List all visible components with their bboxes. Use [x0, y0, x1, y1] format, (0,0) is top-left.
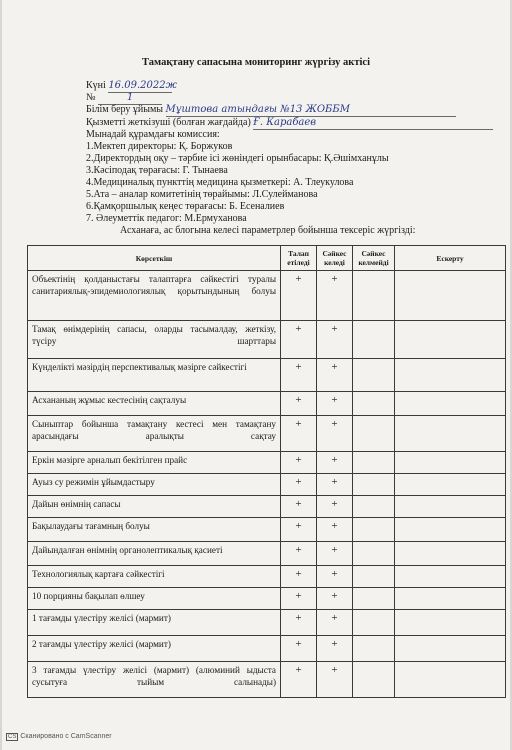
row-matches: + — [317, 474, 353, 496]
member-5: 5.Ата – аналар комитетінің төрайымы: Л.Сулейманова — [86, 189, 318, 200]
row-note — [395, 566, 506, 588]
member-7: 7. Әлеуметтік педагог: М.Ермуханова — [86, 213, 247, 224]
table-row — [28, 662, 506, 698]
row-required: + — [281, 474, 317, 496]
table-row — [28, 636, 506, 662]
table-row — [28, 271, 506, 321]
row-note — [395, 416, 506, 452]
date-label: Күні — [86, 80, 106, 91]
row-indicator: 1 тағамды үлестіру желісі (мармит) — [28, 610, 281, 636]
row-indicator: Ауыз су режимін ұйымдастыру — [28, 474, 281, 496]
row-indicator: 10 порцияны бақылап өлшеу — [28, 588, 281, 610]
row-not-matches — [353, 474, 395, 496]
table-header-row — [28, 246, 506, 271]
table-row — [28, 321, 506, 359]
row-matches: + — [317, 610, 353, 636]
row-note — [395, 636, 506, 662]
row-indicator: Бақылаудағы тағамның болуы — [28, 518, 281, 542]
table-row — [28, 610, 506, 636]
table-row — [28, 359, 506, 392]
table-row — [28, 474, 506, 496]
row-matches: + — [317, 392, 353, 416]
row-matches: + — [317, 359, 353, 392]
row-indicator: Дайындалған өнімнің органолептикалық қасиеті — [28, 542, 281, 566]
row-note — [395, 610, 506, 636]
table-row — [28, 416, 506, 452]
member-6: 6.Қамқоршылық кеңес төрағасы: Б. Есеналиев — [86, 201, 285, 212]
row-required: + — [281, 416, 317, 452]
row-note — [395, 588, 506, 610]
row-matches: + — [317, 542, 353, 566]
row-required: + — [281, 392, 317, 416]
supplier-value: Ғ. Карабаев — [253, 117, 493, 130]
row-required: + — [281, 542, 317, 566]
number-value: 1 — [98, 92, 162, 105]
supplier-label: Қызметті жеткізуші (болған жағдайда) — [86, 117, 251, 128]
row-required: + — [281, 518, 317, 542]
row-not-matches — [353, 610, 395, 636]
table-row — [28, 496, 506, 518]
table-row — [28, 566, 506, 588]
table-row — [28, 542, 506, 566]
row-note — [395, 474, 506, 496]
row-matches: + — [317, 636, 353, 662]
row-note — [395, 359, 506, 392]
row-required: + — [281, 636, 317, 662]
row-not-matches — [353, 662, 395, 698]
row-not-matches — [353, 452, 395, 474]
row-indicator: Тамақ өнімдерінің сапасы, оларды тасымалдау, жеткізу, түсіру шарттары — [28, 321, 281, 359]
scanner-watermark — [6, 733, 112, 741]
row-indicator: 2 тағамды үлестіру желісі (мармит) — [28, 636, 281, 662]
row-required: + — [281, 359, 317, 392]
row-note — [395, 392, 506, 416]
row-note — [395, 496, 506, 518]
member-3: 3.Кәсіподақ төрағасы: Г. Тынаева — [86, 165, 228, 176]
table-row — [28, 392, 506, 416]
intro-text: Асханаға, ас блогына келесі параметрлер бойынша тексеріс жүргізді: — [120, 225, 416, 236]
monitoring-table — [27, 245, 506, 698]
row-required: + — [281, 588, 317, 610]
row-not-matches — [353, 359, 395, 392]
row-note — [395, 518, 506, 542]
number-label: № — [86, 92, 96, 103]
row-matches: + — [317, 452, 353, 474]
row-note — [395, 452, 506, 474]
row-required: + — [281, 496, 317, 518]
row-not-matches — [353, 636, 395, 662]
row-indicator: Технологиялық картаға сәйкестігі — [28, 566, 281, 588]
camscanner-icon: CS — [8, 734, 17, 740]
row-not-matches — [353, 321, 395, 359]
row-matches: + — [317, 416, 353, 452]
row-indicator: Сыныптар бойынша тамақтану кестесі мен тамақтану арасындағы аралықты сақтау — [28, 416, 281, 452]
row-not-matches — [353, 518, 395, 542]
header-matches: Сәйкес келеді — [317, 246, 353, 271]
row-not-matches — [353, 416, 395, 452]
row-not-matches — [353, 392, 395, 416]
org-value: Мұштова атындағы №13 ЖОББМ — [166, 104, 456, 117]
table-row — [28, 588, 506, 610]
document-page — [2, 0, 510, 750]
commission-intro: Мынадай құрамдағы комиссия: — [86, 129, 220, 140]
row-required: + — [281, 566, 317, 588]
org-label: Білім беру ұйымы — [86, 104, 163, 115]
header-not-matches: Сәйкес келмейді — [353, 246, 395, 271]
row-matches: + — [317, 566, 353, 588]
row-indicator: 3 тағамды үлестіру желісі (мармит) (алюминий ыдыста сусытуға тыйым салынады) — [28, 662, 281, 698]
row-matches: + — [317, 588, 353, 610]
table-row — [28, 518, 506, 542]
date-value: 16.09.2022ж — [108, 80, 177, 91]
row-not-matches — [353, 566, 395, 588]
row-required: + — [281, 610, 317, 636]
row-required: + — [281, 321, 317, 359]
member-4: 4.Медициналық пункттің медицина қызметкері: А. Тлеукулова — [86, 177, 354, 188]
row-note — [395, 321, 506, 359]
row-indicator: Еркін мәзірге арналып бекітілген прайс — [28, 452, 281, 474]
row-note — [395, 271, 506, 321]
row-required: + — [281, 271, 317, 321]
row-required: + — [281, 452, 317, 474]
scanner-text: Сканировано с CamScanner — [20, 733, 112, 740]
row-indicator: Дайын өнімнің сапасы — [28, 496, 281, 518]
row-required: + — [281, 662, 317, 698]
member-2: 2.Директордың оқу – тәрбие ісі жөніндегі орынбасары: Қ.Әшімханұлы — [86, 153, 389, 164]
row-indicator: Объектінің қолданыстағы талаптарға сәйкестігі туралы санитариялық-эпидемиологиялық қорытындының болуы — [28, 271, 281, 321]
table-row — [28, 452, 506, 474]
row-matches: + — [317, 321, 353, 359]
row-matches: + — [317, 662, 353, 698]
row-not-matches — [353, 271, 395, 321]
row-note — [395, 542, 506, 566]
header-note: Ескерту — [395, 246, 506, 271]
document-title: Тамақтану сапасына мониторинг жүргізу актісі — [142, 57, 370, 68]
row-indicator: Күнделікті мәзірдің перспективалық мәзірге сәйкестігі — [28, 359, 281, 392]
header-required: Талап етіледі — [281, 246, 317, 271]
member-1: 1.Мектеп директоры: Қ. Боржуков — [86, 141, 233, 152]
row-note — [395, 662, 506, 698]
row-matches: + — [317, 518, 353, 542]
row-not-matches — [353, 588, 395, 610]
row-matches: + — [317, 496, 353, 518]
row-matches: + — [317, 271, 353, 321]
row-not-matches — [353, 496, 395, 518]
org-line — [86, 104, 456, 117]
row-indicator: Асхананың жұмыс кестесінің сақталуы — [28, 392, 281, 416]
header-indicator: Көрсеткіш — [28, 246, 281, 271]
row-not-matches — [353, 542, 395, 566]
